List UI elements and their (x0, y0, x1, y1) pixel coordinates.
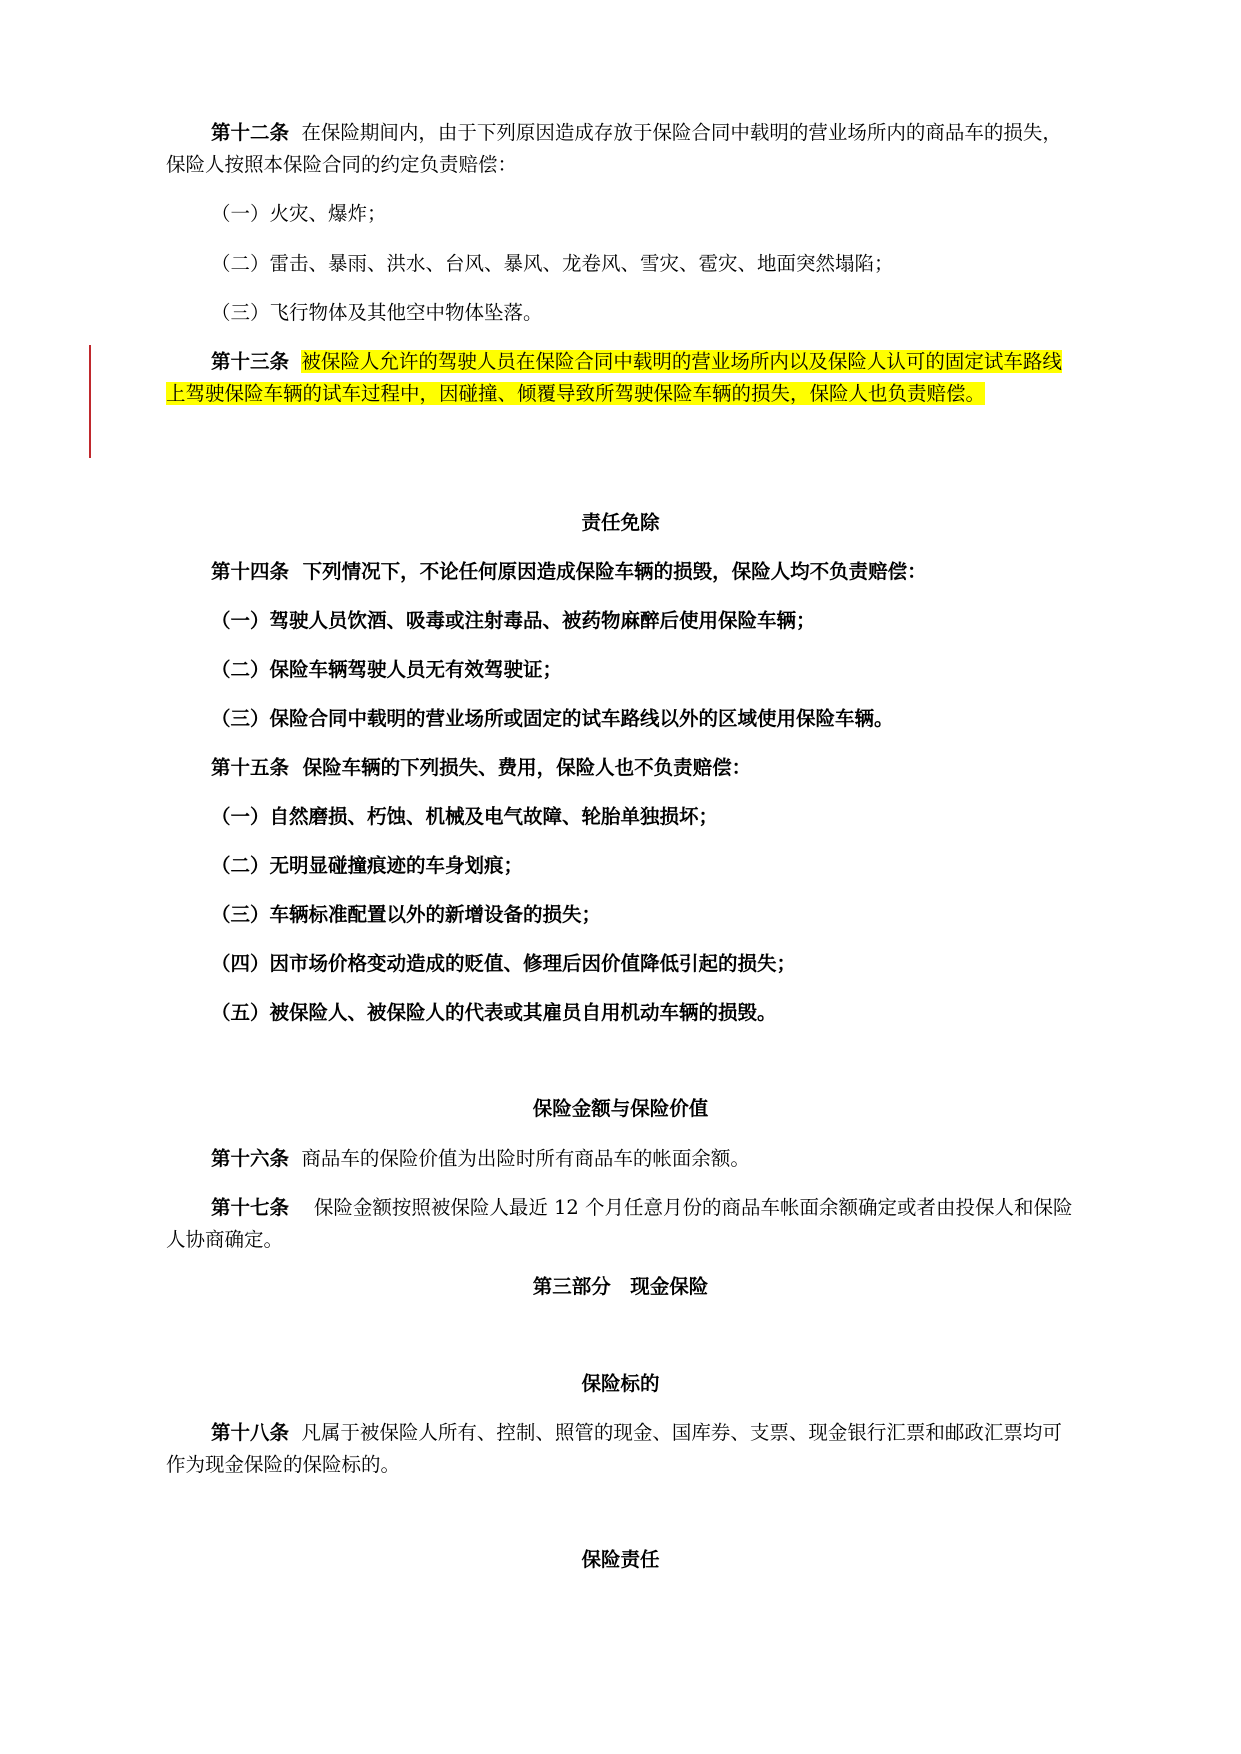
article-18 (166, 1417, 1078, 1481)
article-14-item-3: （三）保险合同中载明的营业场所或固定的试车路线以外的区域使用保险车辆。 (211, 707, 894, 730)
article-15-item-4: （四）因市场价格变动造成的贬值、修理后因价值降低引起的损失； (211, 952, 797, 975)
article-13 (166, 346, 1078, 410)
heading-liability: 保险责任 (581, 1548, 660, 1571)
article-16-label: 第十六条 (211, 1147, 290, 1170)
article-16 (166, 1143, 1078, 1175)
article-18-label: 第十八条 (211, 1421, 290, 1444)
article-13-highlighted-text: 被保险人允许的驾驶人员在保险合同中载明的营业场所内以及保险人认可的固定试车路线上驾驶保险车辆的试车过程中，因碰撞、倾覆导致所驾驶保险车辆的损失，保险人也负责赔偿。 (166, 350, 1062, 405)
article-14-item-1: （一）驾驶人员饮酒、吸毒或注射毒品、被药物麻醉后使用保险车辆； (211, 609, 816, 632)
heading-exclusions: 责任免除 (581, 511, 660, 534)
article-16-text: 商品车的保险价值为出险时所有商品车的帐面余额。 (301, 1147, 750, 1170)
article-15-item-2: （二）无明显碰撞痕迹的车身划痕； (211, 854, 524, 877)
article-12-text: 在保险期间内，由于下列原因造成存放于保险合同中载明的营业场所内的商品车的损失，保险人按照本保险合同的约定负责赔偿： (166, 121, 1062, 176)
article-14-item-2: （二）保险车辆驾驶人员无有效驾驶证； (211, 658, 563, 681)
article-15-item-5: （五）被保险人、被保险人的代表或其雇员自用机动车辆的损毁。 (211, 1001, 777, 1024)
article-17-text: 保险金额按照被保险人最近 12 个月任意月份的商品车帐面余额确定或者由投保人和保险人协商确定。 (166, 1196, 1073, 1251)
article-12-item-3: （三）飞行物体及其他空中物体坠落。 (211, 301, 543, 324)
article-14-text: 下列情况下，不论任何原因造成保险车辆的损毁，保险人均不负责赔偿： (302, 560, 927, 583)
article-14-label: 第十四条 (211, 560, 290, 583)
article-15-item-3: （三）车辆标准配置以外的新增设备的损失； (211, 903, 602, 926)
heading-sum-insured: 保险金额与保险价值 (532, 1097, 709, 1120)
article-12 (166, 117, 1078, 181)
article-17 (166, 1192, 1078, 1256)
heading-subject-matter: 保险标的 (581, 1372, 660, 1395)
article-18-text: 凡属于被保险人所有、控制、照管的现金、国库券、支票、现金银行汇票和邮政汇票均可作为现金保险的保险标的。 (166, 1421, 1062, 1476)
article-12-item-1: （一）火灾、爆炸； (211, 202, 387, 225)
article-17-label: 第十七条 (211, 1196, 290, 1219)
article-13-label: 第十三条 (211, 350, 290, 373)
article-15 (166, 752, 1078, 784)
article-12-item-2: （二）雷击、暴雨、洪水、台风、暴风、龙卷风、雪灾、雹灾、地面突然塌陷； (211, 252, 894, 275)
article-15-item-1: （一）自然磨损、朽蚀、机械及电气故障、轮胎单独损坏； (211, 805, 719, 828)
article-12-label: 第十二条 (211, 121, 290, 144)
article-14 (166, 556, 1078, 588)
article-15-label: 第十五条 (211, 756, 290, 779)
article-15-text: 保险车辆的下列损失、费用，保险人也不负责赔偿： (302, 756, 752, 779)
heading-part-3: 第三部分 现金保险 (532, 1275, 709, 1298)
change-bar (89, 345, 91, 458)
